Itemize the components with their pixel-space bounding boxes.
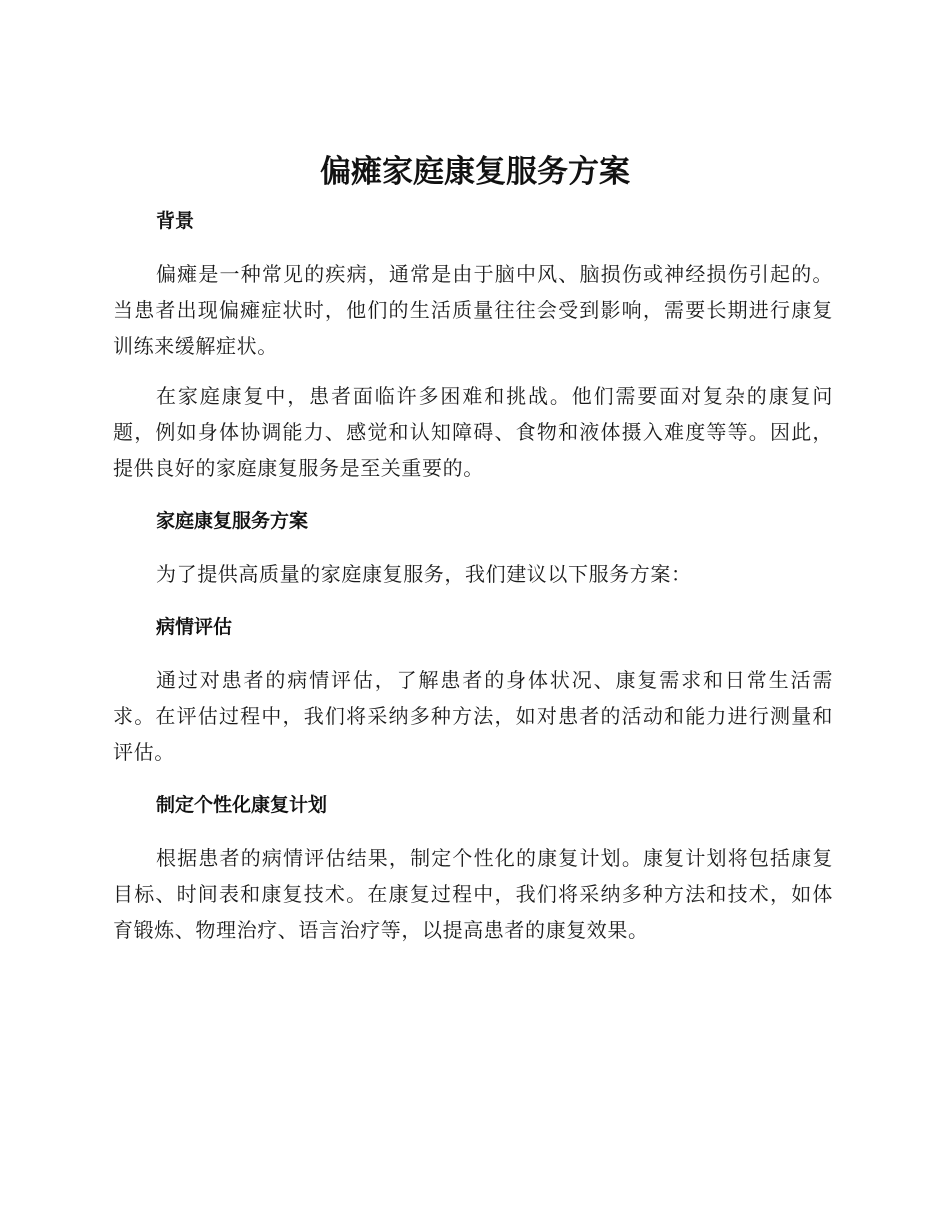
paragraph: 在家庭康复中，患者面临许多困难和挑战。他们需要面对复杂的康复问题，例如身体协调能力、感觉和认知障碍、食物和液体摄入难度等等。因此，提供良好的家庭康复服务是至关重要的。 xyxy=(113,384,833,480)
section-personalized-plan xyxy=(113,788,833,948)
paragraph: 为了提供高质量的家庭康复服务，我们建议以下服务方案： xyxy=(156,562,692,586)
section-heading: 病情评估 xyxy=(156,616,233,638)
section-service-plan xyxy=(113,504,833,592)
section-heading: 背景 xyxy=(156,210,195,232)
section-heading: 制定个性化康复计划 xyxy=(156,794,328,816)
paragraph: 偏瘫是一种常见的疾病，通常是由于脑中风、脑损伤或神经损伤引起的。当患者出现偏瘫症状时，他们的生活质量往往会受到影响，需要长期进行康复训练来缓解症状。 xyxy=(113,262,833,358)
section-assessment xyxy=(113,610,833,770)
document-body xyxy=(113,204,833,962)
section-heading: 家庭康复服务方案 xyxy=(156,510,309,532)
section-background xyxy=(113,204,833,486)
paragraph: 通过对患者的病情评估，了解患者的身体状况、康复需求和日常生活需求。在评估过程中，我们将采纳多种方法，如对患者的活动和能力进行测量和评估。 xyxy=(113,668,833,764)
document-title: 偏瘫家庭康复服务方案 xyxy=(320,154,630,190)
paragraph: 根据患者的病情评估结果，制定个性化的康复计划。康复计划将包括康复目标、时间表和康复技术。在康复过程中，我们将采纳多种方法和技术，如体育锻炼、物理治疗、语言治疗等，以提高患者的康复效果。 xyxy=(113,846,833,942)
